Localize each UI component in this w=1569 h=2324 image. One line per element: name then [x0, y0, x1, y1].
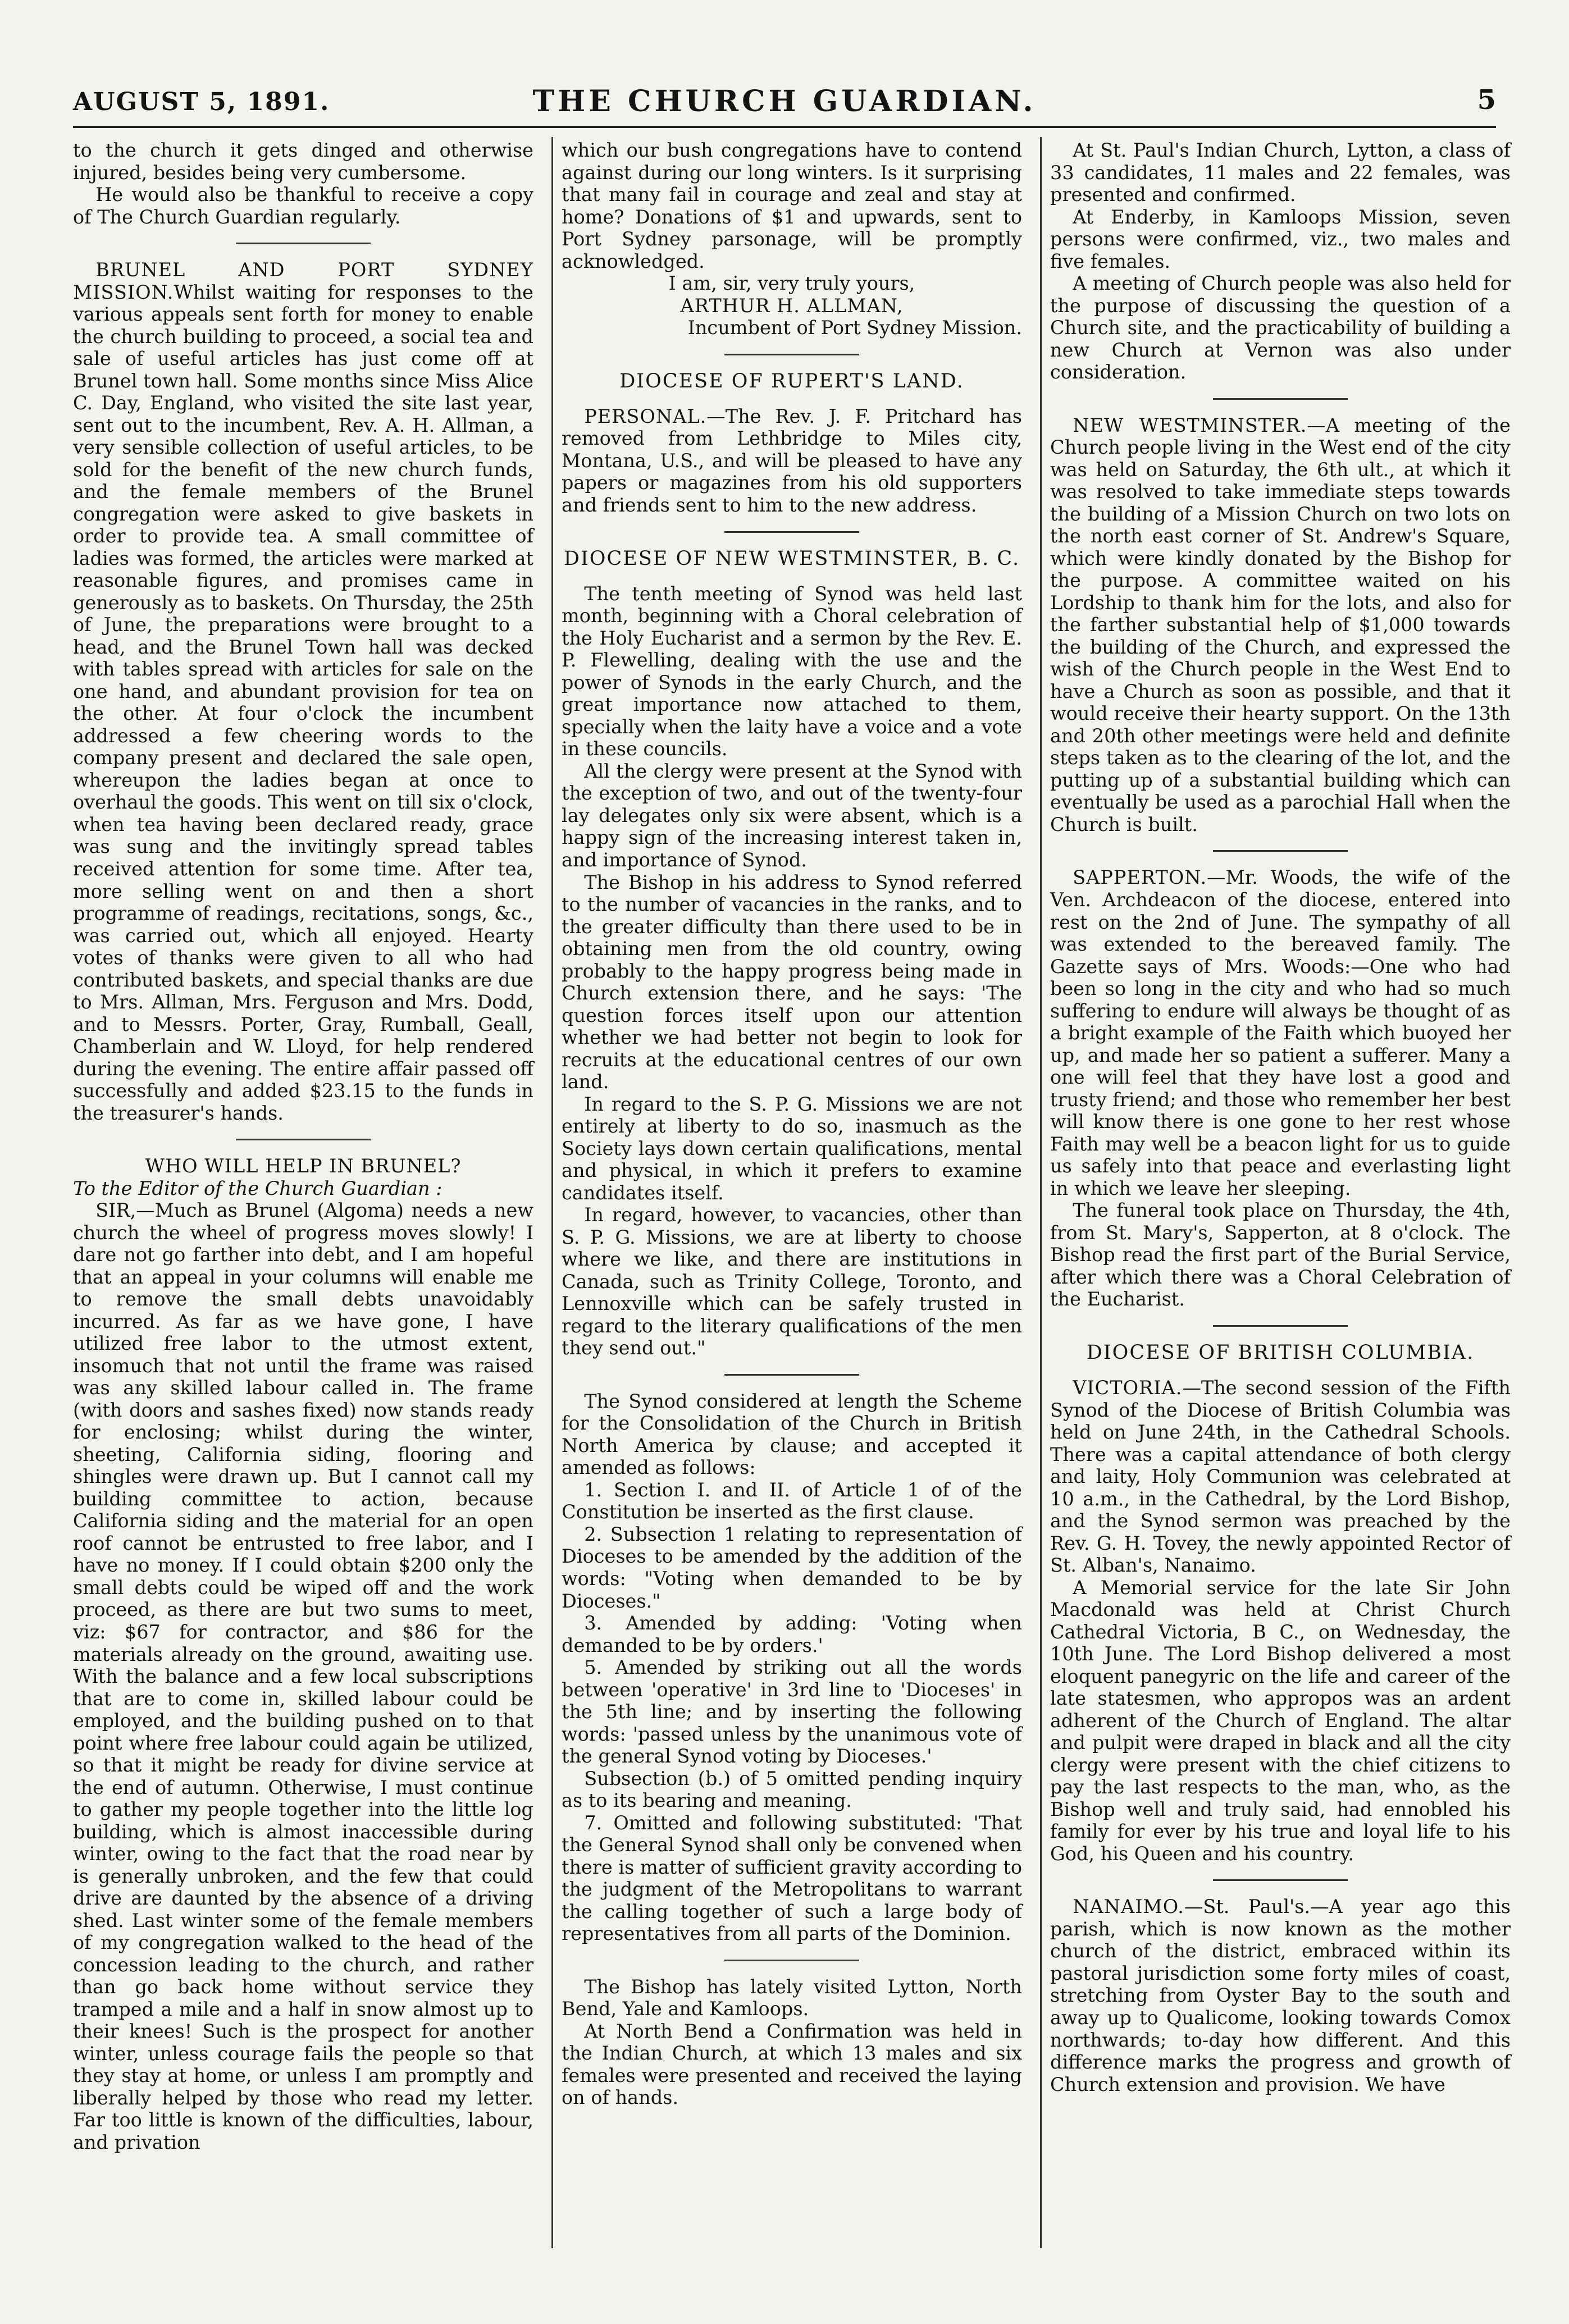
- section-separator: [236, 243, 371, 244]
- article-personal: [562, 405, 1022, 517]
- paragraph: The Synod considered at length the Scheme for the Consolidation of the Church in British North America by clause; and accepted it amended as follows:: [562, 1390, 1022, 1479]
- column-2: [562, 139, 1022, 2109]
- article-body: —Mr. Woods, the wife of the Ven. Archdeacon of the diocese, entered into rest on the 2nd of June. The sympathy of all was extended to the bereaved family. The Gazette says of Mrs. Woods:—One who had been so long in the city and who had so much suffering to endure will always be thought of as a bright example of the Faith which buoyed her up, and made her so patient a sufferer. Many a one will feel that they have lost a good and trusty friend; and those who remember her best will know there is one gone to her rest whose Faith may well be a beacon light for us to guide us safely into that peace and everlasting light in which we leave her sleeping.: [1050, 866, 1511, 1199]
- article-body: —The Rev. J. F. Pritchard has removed from Lethbridge to Miles city, Montana, U.S., and will be pleased to have any papers or magazines from his old supporters and friends sent to him to the new address.: [562, 405, 1022, 516]
- article-heading: BRUNEL AND PORT SYDNEY MISSION.: [73, 259, 533, 303]
- section-separator: [1213, 850, 1348, 852]
- letter-signer-title: Incumbent of Port Sydney Mission.: [687, 317, 1022, 339]
- column-3: [1050, 139, 1511, 2095]
- paragraph: He would also be thankful to receive a copy of The Church Guardian regularly.: [73, 184, 533, 228]
- article-body: —The second session of the Fifth Synod of the Diocese of British Columbia was held on June 24th, in the Cathedral Schools. There was a capital attendance of both clergy and laity, Holy Communion was celebrated at 10 a.m., in the Cathedral, by the Lord Bishop, and the Synod sermon was preached by the Rev. G. H. Tovey, the newly appointed Rector of St. Alban's, Nanaimo.: [1050, 1377, 1511, 1577]
- paragraph: The tenth meeting of Synod was held last month, beginning with a Choral celebration of the Holy Eucharist and a sermon by the Rev. E. P. Flewelling, dealing with the use and the power of Synods in the early Church, and the great importance now attached to them, specially when the laity have a voice and a vote in these councils.: [562, 582, 1022, 760]
- page-number: 5: [1477, 84, 1496, 116]
- section-heading: DIOCESE OF RUPERT'S LAND.: [619, 369, 964, 392]
- section-separator: [1213, 398, 1348, 400]
- issue-date: AUGUST 5, 1891.: [73, 88, 330, 116]
- column-divider: [1040, 137, 1042, 2248]
- paragraph: A meeting of Church people was also held for the purpose of discussing the question of a Church site, and the practicability of building a new Church at Vernon was also under consideration.: [1050, 272, 1511, 383]
- article-sapperton: [1050, 866, 1511, 1199]
- list-item: 3. Amended by adding: 'Voting when demanded to be by orders.': [562, 1612, 1022, 1656]
- paragraph: The Bishop in his address to Synod referred to the number of vacancies in the ranks, and to the greater difficulty than there used to be in obtaining men from the old country, owing probably to the happy progress being made in Church extension there, and he says: 'The question forces itself upon our attention whether we had better not begin to look for recruits at the educational centres of our own land.: [562, 871, 1022, 1093]
- section-separator: [724, 531, 859, 533]
- paragraph: to the church it gets dinged and otherwise injured, besides being very cumbersome.: [73, 139, 533, 184]
- paragraph: At North Bend a Confirmation was held in the Indian Church, at which 13 males and six females were presented and received the laying on of hands.: [562, 2020, 1022, 2109]
- paragraph: The Bishop has lately visited Lytton, North Bend, Yale and Kamloops.: [562, 1975, 1022, 2020]
- paragraph: All the clergy were present at the Synod with the exception of two, and out of the twenty-four lay delegates only six were absent, which is a happy sign of the increasing interest taken in, and importance of Synod.: [562, 760, 1022, 871]
- paragraph: At Enderby, in Kamloops Mission, seven persons were confirmed, viz., two males and five females.: [1050, 206, 1511, 272]
- article-nanaimo: [1050, 1896, 1511, 2095]
- newspaper-title: THE CHURCH GUARDIAN.: [532, 84, 1037, 118]
- section-separator: [1213, 1325, 1348, 1327]
- section-separator: [1213, 1879, 1348, 1881]
- article-body: Whilst waiting for responses to the various appeals sent forth for money to enable the church building to proceed, a social tea and sale of useful articles has just come off at Brunel town hall. Some months since Miss Alice C. Day, England, who visited the site last year, sent out to the incumbent, Rev. A. H. Allman, a very sensible collection of useful articles, to be sold for the benefit of the new church funds, and the female members of the Brunel congregation were asked to give baskets in order to provide tea. A small committee of ladies was formed, the articles were marked at reasonable figures, and promises came in generously as to baskets. On Thursday, the 25th of June, the preparations were brought to a head, and the Brunel Town hall was decked with tables spread with articles for sale on the one hand, and abundant provision for tea on the other. At four o'clock the incumbent addressed a few cheering words to the company present and declared the sale open, whereupon the ladies began at once to overhaul the goods. This went on till six o'clock, when tea having been declared ready, grace was sung and the invitingly spread tables received attention for some time. After tea, more selling went on and then a short programme of readings, recitations, songs, &c., was carried out, which all enjoyed. Hearty votes of thanks were given to all who had contributed baskets, and special thanks are due to Mrs. Allman, Mrs. Ferguson and Mrs. Dodd, and to Messrs. Porter, Gray, Rumball, Geall, Chamberlain and W. Lloyd, for help rendered during the evening. The entire affair passed off successfully and added $23.15 to the funds in the treasurer's hands.: [73, 281, 533, 1124]
- letter-salutation: To the Editor of the Church Guardian :: [73, 1177, 443, 1199]
- page-header: [73, 84, 1496, 118]
- section-separator: [724, 1960, 859, 1961]
- section-separator: [724, 1374, 859, 1376]
- column-1: [73, 139, 533, 2153]
- list-item: 2. Subsection 1 relating to representation of Dioceses to be amended by the addition of the words: "Voting when demanded to be by Dioceses.": [562, 1523, 1022, 1612]
- paragraph: In regard to the S. P. G. Missions we are not entirely at liberty to do so, inasmuch as the Society lays down certain qualifications, mental and physical, in which it prefers to examine candidates itself.: [562, 1093, 1022, 1204]
- list-item: 7. Omitted and following substituted: 'That the General Synod shall only be convened when there is matter of sufficient gravity according to the judgment of the Metropolitans to warrant the calling together of such a large body of representatives from all parts of the Dominion.: [562, 1811, 1022, 1945]
- article-heading: NEW WESTMINSTER.: [1073, 414, 1307, 436]
- article-brunel: [73, 259, 533, 1124]
- paragraph: At St. Paul's Indian Church, Lytton, a class of 33 candidates, 11 males and 22 females, was presented and confirmed.: [1050, 139, 1511, 206]
- article-heading: VICTORIA.: [1073, 1377, 1183, 1399]
- paragraph: In regard, however, to vacancies, other than S. P. G. Missions, we are at liberty to choose where we like, and there are institutions in Canada, such as Trinity College, Toronto, and Lennoxville which can be safely trusted in regard to the literary qualifications of the men they send out.": [562, 1204, 1022, 1359]
- paragraph: The funeral took place on Thursday, the 4th, from St. Mary's, Sapperton, at 8 o'clock. The Bishop read the first part of the Burial Service, after which there was a Choral Celebration of the Eucharist.: [1050, 1199, 1511, 1311]
- letter-body: SIR,—Much as Brunel (Algoma) needs a new church the wheel of progress moves slowly! I dare not go farther into debt, and I am hopeful that an appeal in your columns will enable me to remove the small debts unavoidably incurred. As far as we have gone, I have utilized free labor to the utmost extent, insomuch that not until the frame was raised was any skilled labour called in. The frame (with doors and sashes fixed) now stands ready for enclosing; whilst during the winter, sheeting, California siding, flooring and shingles were drawn up. But I cannot call my building committee to action, because California siding and the material for an open roof cannot be entrusted to free labor, and I have no money. If I could obtain $200 only the small debts could be wiped off and the work proceed, as there are but two sums to meet, viz: $67 for contractor, and $86 for the materials already on the ground, awaiting use. With the balance and a few local subscriptions that are to come in, skilled labour could be employed, and the building pushed on to that point where free labour could again be utilized, so that it might be ready for divine service at the end of autumn. Otherwise, I must continue to gather my people together into the little log building, which is almost inaccessible during winter, owing to the fact that the road near by is generally unbroken, and the few that could drive are daunted by the absence of a driving shed. Last winter some of the female members of my congregation walked to the head of the concession leading to the church, and rather than go back home without service they tramped a mile and a half in snow almost up to their knees! Such is the prospect for another winter, unless courage fails the people so that they stay at home, or unless I am promptly and liberally helped by those who read my letter. Far too little is known of the difficulties, labour, and privation: [73, 1199, 533, 2153]
- article-body: —St. Paul's.—A year ago this parish, which is now known as the mother church of the district, embraced within its pastoral jurisdiction some forty miles of coast, stretching from Oyster Bay to the south and away up to Qualicome, looking towards Comox northwards; to-day how different. And this difference marks the progress and growth of Church extension and provision. We have: [1050, 1896, 1511, 2095]
- section-separator: [236, 1139, 371, 1140]
- section-separator: [724, 354, 859, 355]
- section-heading: DIOCESE OF BRITISH COLUMBIA.: [1086, 1341, 1475, 1364]
- letter-closing: I am, sir, very truly yours,: [668, 272, 915, 295]
- article-body: —A meeting of the Church people living in the West end of the city was held on Saturday, the 6th ult., at which it was resolved to take immediate steps towards the building of a Mission Church on two lots on the north east corner of St. Andrew's Square, which were kindly donated by the Bishop for the purpose. A committee waited on his Lordship to thank him for the lots, and also for the farther substantial help of $1,000 towards the building of the Church, and expressed the wish of the Church people in the West End to have a Church as soon as possible, and that it would receive their hearty support. On the 13th and 20th other meetings were held and definite steps taken as to the clearing of the lot, and the putting up of a substantial building which can eventually be used as a parochial Hall when the Church is built.: [1050, 414, 1511, 835]
- list-item: 1. Section I. and II. of Article 1 of of the Constitution be inserted as the first clause.: [562, 1478, 1022, 1523]
- article-heading: NANAIMO.: [1073, 1896, 1184, 1918]
- article-heading: PERSONAL.: [584, 405, 707, 427]
- article-new-westminster: [1050, 414, 1511, 836]
- article-heading: SAPPERTON.: [1073, 866, 1207, 889]
- letter-heading: WHO WILL HELP IN BRUNEL?: [145, 1155, 462, 1177]
- paragraph: which our bush congregations have to contend against during our long winters. Is it surprising that many fail in courage and zeal and stay at home? Donations of $1 and upwards, sent to Port Sydney parsonage, will be promptly acknowledged.: [562, 139, 1022, 272]
- list-item: 5. Amended by striking out all the words between 'operative' in 3rd line to 'Dioceses' in the 5th line; and by inserting the following words: 'passed unless by the unanimous vote of the general Synod voting by Dioceses.': [562, 1656, 1022, 1768]
- article-victoria: [1050, 1377, 1511, 1577]
- header-rule: [73, 126, 1496, 128]
- section-heading: DIOCESE OF NEW WESTMINSTER, B. C.: [563, 547, 1020, 570]
- letter-signer: ARTHUR H. ALLMAN,: [680, 294, 904, 317]
- paragraph: A Memorial service for the late Sir John Macdonald was held at Christ Church Cathedral Victoria, B C., on Wednesday, the 10th June. The Lord Bishop delivered a most eloquent panegyric on the life and career of the late statesmen, who appropos was an ardent adherent of the Church of England. The altar and pulpit were draped in black and all the city clergy were present with the chief citizens to pay the last respects to the man, who, as the Bishop well and truly said, had ennobled his family for ever by his true and loyal life to his God, his Queen and his country.: [1050, 1576, 1511, 1865]
- column-divider: [551, 137, 553, 2248]
- list-item: Subsection (b.) of 5 omitted pending inquiry as to its bearing and meaning.: [562, 1767, 1022, 1812]
